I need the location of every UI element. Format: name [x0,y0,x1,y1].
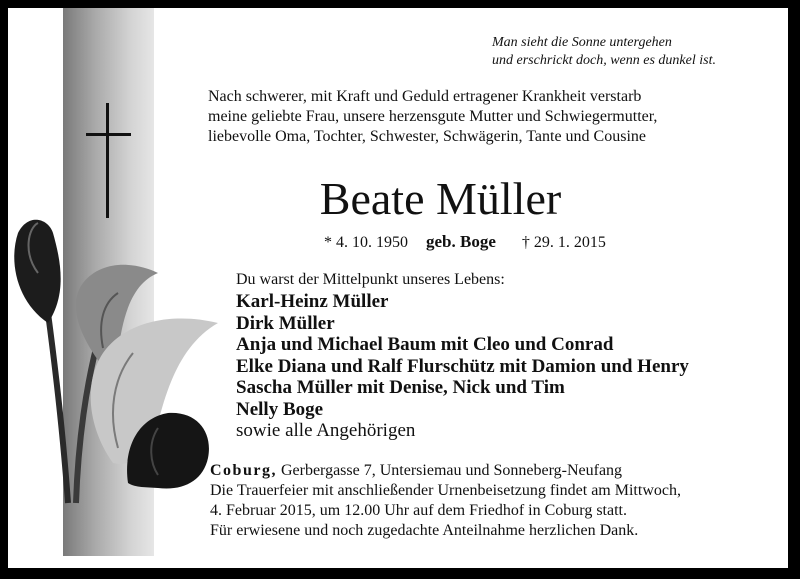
footer-line: Die Trauerfeier mit anschließender Urnenbeisetzung findet am Mittwoch, [210,482,681,499]
cross-icon-bar [86,133,131,136]
cross-icon [106,103,109,218]
intro-line: meine geliebte Frau, unsere herzensgute Mutter und Schwiegermutter, [208,108,658,125]
mourner-name: Elke Diana und Ralf Flurschütz mit Damion und Henry [236,355,689,377]
intro-text [208,87,657,147]
mourners-lead: Du warst der Mittelpunkt unseres Lebens: [236,271,505,288]
intro-line: Nach schwerer, mit Kraft und Geduld ertragener Krankheit verstarb [208,88,642,105]
calla-lily-image [8,213,223,508]
mourners-list [236,291,689,442]
address-line [210,461,681,481]
mourner-name: Anja und Michael Baum mit Cleo und Conrad [236,334,614,355]
life-dates [324,232,606,252]
mourner-name: Dirk Müller [236,312,335,334]
mourner-name: Sascha Müller mit Denise, Nick und Tim [236,377,565,398]
birth-date: * 4. 10. 1950 [324,234,408,251]
obituary-card [8,8,788,568]
footer-text [210,461,681,541]
maiden-name: geb. Boge [426,232,496,251]
motto-line: Man sieht die Sonne untergehen [492,35,672,50]
motto-line: und erschrickt doch, wenn es dunkel ist. [492,53,716,68]
motto [492,34,716,70]
footer-line: Für erwiesene und noch zugedachte Anteilnahme herzlichen Dank. [210,522,639,539]
mourner-name: Karl-Heinz Müller [236,291,389,312]
city: Coburg, [210,462,277,479]
mourner-name: Nelly Boge [236,398,324,420]
death-date: † 29. 1. 2015 [521,234,606,251]
relatives-line: sowie alle Angehörigen [236,420,416,441]
intro-line: liebevolle Oma, Tochter, Schwester, Schwägerin, Tante und Cousine [208,128,646,145]
deceased-name: Beate Müller [319,173,562,224]
address: Gerbergasse 7, Untersiemau und Sonneberg-Neufang [276,462,623,479]
footer-line: 4. Februar 2015, um 12.00 Uhr auf dem Friedhof in Coburg statt. [210,502,627,519]
